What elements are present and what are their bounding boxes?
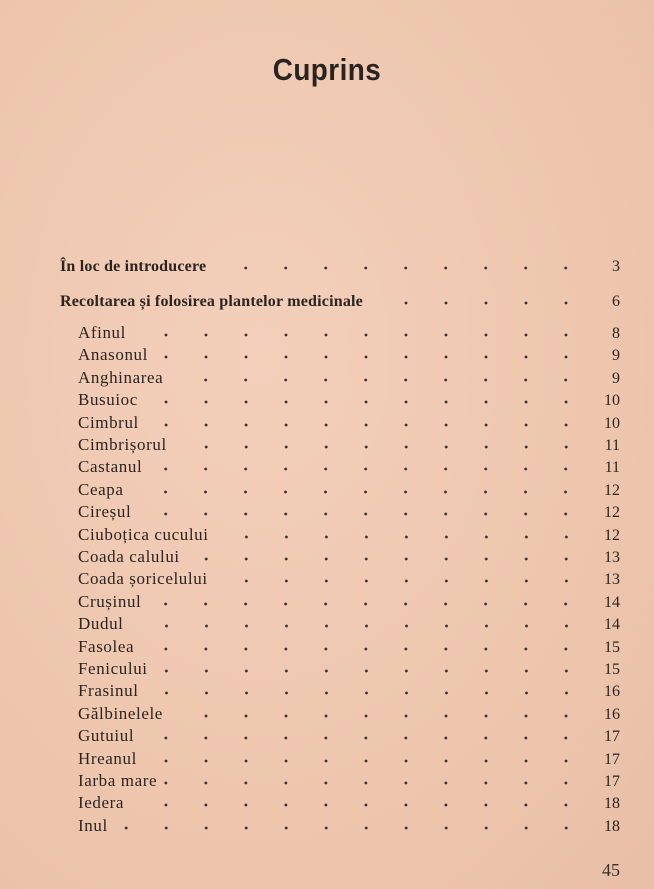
toc-entry xyxy=(60,636,620,658)
toc-entry xyxy=(60,389,620,411)
toc-entry-page: 15 xyxy=(604,661,620,678)
toc-entry xyxy=(60,524,620,546)
toc-entry-label: Cireșul xyxy=(78,502,132,522)
toc-entry-label: Cimbrișorul xyxy=(78,435,167,454)
page-title: Cuprins xyxy=(272,52,382,87)
toc-entry xyxy=(60,322,620,344)
toc-entry xyxy=(60,479,620,501)
toc-leader-dots xyxy=(163,770,586,786)
toc-leader-dots xyxy=(143,748,586,764)
toc-entry xyxy=(60,792,620,814)
toc-leader-dots xyxy=(145,680,586,696)
toc-entry-page: 16 xyxy=(604,683,620,701)
toc-entry-label: Anasonul xyxy=(78,345,148,365)
toc-entry xyxy=(60,412,620,434)
toc-entry-label: Ceapa xyxy=(78,479,124,499)
toc-entry-page: 13 xyxy=(604,571,620,589)
toc-entry-page: 6 xyxy=(612,293,620,310)
toc-leader-dots xyxy=(173,434,586,450)
toc-entry xyxy=(60,815,620,837)
toc-entry-page: 10 xyxy=(604,414,620,432)
toc-entry xyxy=(60,367,620,389)
toc-entry-label: Iedera xyxy=(78,793,125,813)
toc-leader-dots xyxy=(369,290,586,306)
toc-entry-label: Hreanul xyxy=(78,748,137,768)
toc-entry xyxy=(60,290,620,312)
toc-entry-page: 12 xyxy=(604,504,620,522)
toc-entry-label: Frasinul xyxy=(78,681,139,701)
toc-entry-page: 11 xyxy=(604,459,620,477)
toc-entry-label: Fasolea xyxy=(78,636,135,656)
toc-entry-label: Coada calului xyxy=(78,547,180,566)
toc-entry xyxy=(60,434,620,456)
page-number: 45 xyxy=(602,860,620,880)
toc-leader-dots xyxy=(137,501,586,517)
toc-entry-label: Dudul xyxy=(78,614,124,634)
toc-entry-page: 9 xyxy=(612,347,620,365)
toc-leader-dots xyxy=(140,725,586,741)
toc-entry-label: Coada șoricelului xyxy=(78,569,208,589)
toc-leader-dots xyxy=(140,636,586,652)
toc-entry-label: Afinul xyxy=(78,323,126,342)
toc-entry xyxy=(60,501,620,523)
toc-entry-label: Anghinarea xyxy=(78,367,164,387)
toc-leader-dots xyxy=(130,792,586,808)
toc-entry-label: Ciuboțica cucului xyxy=(78,524,209,544)
toc-entry xyxy=(60,658,620,680)
toc-entry-page: 15 xyxy=(604,638,620,656)
toc-leader-dots xyxy=(129,479,586,495)
toc-entry-page: 18 xyxy=(604,817,620,835)
toc-leader-dots xyxy=(148,456,586,472)
toc-entry xyxy=(60,725,620,747)
toc-entry xyxy=(60,255,620,277)
toc-entry xyxy=(60,591,620,613)
toc-entry xyxy=(60,344,620,366)
toc-entry-page: 10 xyxy=(604,392,620,410)
toc-entry-page: 12 xyxy=(604,526,620,544)
toc-entry-page: 14 xyxy=(604,593,620,611)
toc-entry-label: În loc de introducere xyxy=(60,258,207,275)
toc-entry xyxy=(60,703,620,725)
toc-entry-label: Crușinul xyxy=(78,591,142,611)
toc-entry-label: Cimbrul xyxy=(78,412,139,432)
toc-entry-page: 13 xyxy=(604,549,620,566)
toc-entry-label: Recoltarea și folosirea plantelor medicinale xyxy=(60,293,363,310)
toc-leader-dots xyxy=(169,703,586,719)
toc-entry-page: 8 xyxy=(612,325,620,342)
toc-entry-page: 17 xyxy=(604,773,620,790)
toc-entry-page: 18 xyxy=(604,795,620,813)
toc-entry xyxy=(60,748,620,770)
toc-entry-page: 9 xyxy=(612,369,620,387)
toc-leader-dots xyxy=(169,367,586,383)
toc-entry-page: 16 xyxy=(604,705,620,723)
toc-leader-dots xyxy=(154,658,586,674)
toc-entry-page: 3 xyxy=(612,258,620,275)
toc-leader-dots xyxy=(154,344,586,360)
toc-entry-label: Gălbinelele xyxy=(78,703,163,723)
toc-entry xyxy=(60,613,620,635)
toc-entry-page: 11 xyxy=(604,437,620,454)
toc-leader-dots xyxy=(130,613,587,629)
toc-leader-dots xyxy=(215,524,586,540)
toc-entry xyxy=(60,456,620,478)
toc-entry-label: Gutuiul xyxy=(78,726,135,746)
toc-leader-dots xyxy=(114,815,586,831)
toc-entry-label: Busuioc xyxy=(78,390,138,410)
toc-entry-page: 17 xyxy=(604,750,620,768)
toc-leader-dots xyxy=(144,389,586,405)
toc-entry-page: 14 xyxy=(604,616,620,634)
toc-entry-label: Iarba mare xyxy=(78,771,158,790)
toc-entry-page: 17 xyxy=(604,728,620,746)
toc-entry xyxy=(60,546,620,568)
toc-entry xyxy=(60,770,620,792)
toc-entry xyxy=(60,680,620,702)
toc-entry-label: Fenicului xyxy=(78,659,148,678)
toc-leader-dots xyxy=(212,255,586,271)
toc-entry-page: 12 xyxy=(604,481,620,499)
toc-entry-label: Castanul xyxy=(78,457,143,477)
toc-leader-dots xyxy=(132,322,586,338)
toc-entry xyxy=(60,568,620,590)
toc-leader-dots xyxy=(186,546,586,562)
toc-leader-dots xyxy=(214,568,586,584)
toc-entry-label: Inul xyxy=(78,815,108,835)
toc-leader-dots xyxy=(147,591,586,607)
toc-leader-dots xyxy=(145,412,586,428)
